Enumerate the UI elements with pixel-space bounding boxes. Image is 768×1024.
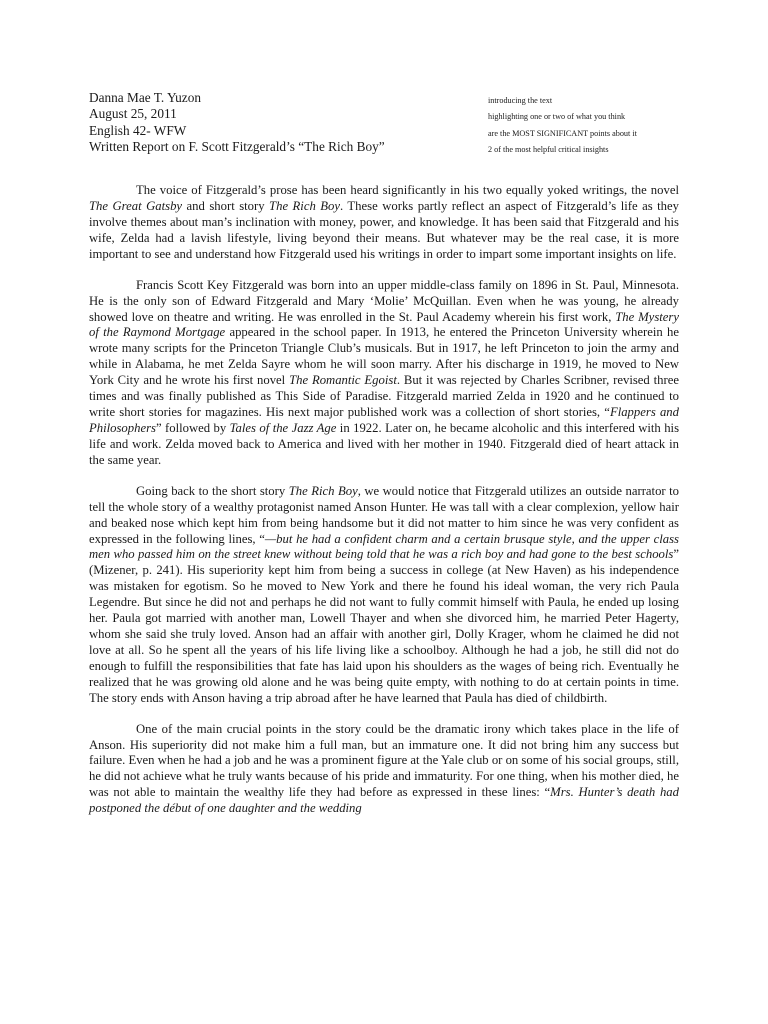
italic-text: The Mystery of the Raymond Mortgage <box>89 309 679 340</box>
italic-text: The Great Gatsby <box>89 198 183 213</box>
body-paragraph <box>89 278 679 469</box>
margin-note: introducing the text <box>488 96 553 105</box>
paragraph-text: Going back to the short story <box>136 483 289 498</box>
italic-text: The Romantic Egoist <box>289 373 397 388</box>
paragraph-text: ” followed by <box>155 420 230 435</box>
author-name: Danna Mae T. Yuzon <box>89 90 202 105</box>
document-date: August 25, 2011 <box>89 106 177 122</box>
margin-note: 2 of the most helpful critical insights <box>488 144 609 154</box>
italic-text: Mrs. Hunter’s death had postponed the début of one daughter and the wedding <box>89 785 679 816</box>
paragraph-text: . But it was rejected by Charles Scribner, revised three times and was finally published as This Side of Paradise. Fitzgerald married Zelda in 1920 and he continued to write short stories for magazines. His next major published work was a collection of short stories, “ <box>89 373 679 419</box>
margin-notes <box>488 93 637 158</box>
italic-text: Flappers and Philosophers <box>89 404 679 435</box>
paragraph-text: . These works partly reflect an aspect of Fitzgerald’s life as they involve themes about man’s inclination with money, power, and knowledge. It has been said that Fitzgerald and his wife, Zelda had a lavish lifestyle, living beyond their means. But whatever may be the real case, it is more important to see and understand how Fitzgerald used his writings in order to impart some important insights on life. <box>89 198 679 261</box>
report-body <box>89 183 679 817</box>
italic-text: Tales of the Jazz Age <box>229 420 337 435</box>
paragraph-text: Francis Scott Key Fitzgerald was born into an upper middle-class family on 1896 in St. Paul, Minnesota. He is the only son of Edward Fitzgerald and Mary ‘Molie’ McQuillan. Even when he was young, he already showed love on theatre and writing. He was enrolled in the St. Paul Academy wherein his first work, <box>89 277 679 324</box>
margin-note: are the MOST SIGNIFICANT points about it <box>488 128 637 138</box>
body-paragraph <box>89 183 679 263</box>
paragraph-text: The voice of Fitzgerald’s prose has been heard significantly in his two equally yoked writings, the novel <box>136 183 679 197</box>
body-paragraph <box>89 484 679 707</box>
course-name: English 42- WFW <box>89 122 187 138</box>
paragraph-text: appeared in the school paper. In 1913, he entered the Princeton University wherein he wrote many scripts for the Princeton Triangle Club’s musicals. But in 1917, he left Princeton to join the army and while in Alabama, he met Zelda Sayre whom he will soon marry. After his discharge in 1919, he moved to New York City and he wrote his first novel <box>89 325 679 388</box>
paragraph-text: One of the main crucial points in the story could be the dramatic irony which takes place in the life of Anson. His superiority did not make him a full man, but an immature one. It did not bring him any success but failure. Even when he had a job and he was a prominent figure at the Yale club or on some of his social groups, still, he did not achieve what he truly wants because of his pride and immaturity. For one thing, when his mother died, he was not able to maintain the wealthy life they had before as expressed in these lines: “ <box>89 721 679 800</box>
italic-text: The Rich Boy <box>288 483 358 498</box>
paragraph-text: and short story <box>182 198 270 213</box>
paragraph-text: in 1922. Later on, he became alcoholic and this interfered with his life and work. Zelda moved back to America and lived with her mother in 1940. Fitzgerald died of heart attack in the same year. <box>89 420 680 467</box>
paragraph-text: , we would notice that Fitzgerald utilizes an outside narrator to tell the whole story of a wealthy protagonist named Anson Hunter. He was tall with a clear complexion, yellow hair and beaked nose which kept him from being handsome but it did not matter to him since he was very confident as expressed in the following lines, “ <box>89 483 679 546</box>
italic-text: The Rich Boy <box>269 198 341 213</box>
document-header <box>89 90 385 155</box>
report-title: Written Report on F. Scott Fitzgerald’s “The Rich Boy” <box>89 138 385 154</box>
margin-note: highlighting one or two of what you think <box>488 112 626 122</box>
paragraph-text: ” (Mizener, p. 241). His superiority kept him from being a success in college (at New Haven) as his independence was mistaken for egotism. So he moved to New York and there he found his ideal woman, the very rich Paula Legendre. But since he did not and perhaps he did not want to fully commit himself with Paula, he ended up losing her. Paula got married with another man, Lowell Thayer and when she divorced him, he married Peter Hagerty, whom she said she truly loved. Anson had an affair with another girl, Dolly Krager, whom he claimed he did not love at all. So he spent all the years of his life living like a schoolboy. Although he had a job, he still did not do enough to fulfill the responsibilities that fate has laid upon his shoulders as the wages of being rich. Eventually he realized that he was growing old alone and he was being quite empty, with nothing to do at certain points in time. The story ends with Anson having a trip abroad after he have learned that Paula has died of childbirth. <box>89 547 679 705</box>
body-paragraph <box>89 722 679 817</box>
italic-text: —but he had a confident charm and a certain brusque style, and the upper class men who passed him on the street knew without being told that he was a rich boy and had gone to the best schools <box>89 531 679 562</box>
